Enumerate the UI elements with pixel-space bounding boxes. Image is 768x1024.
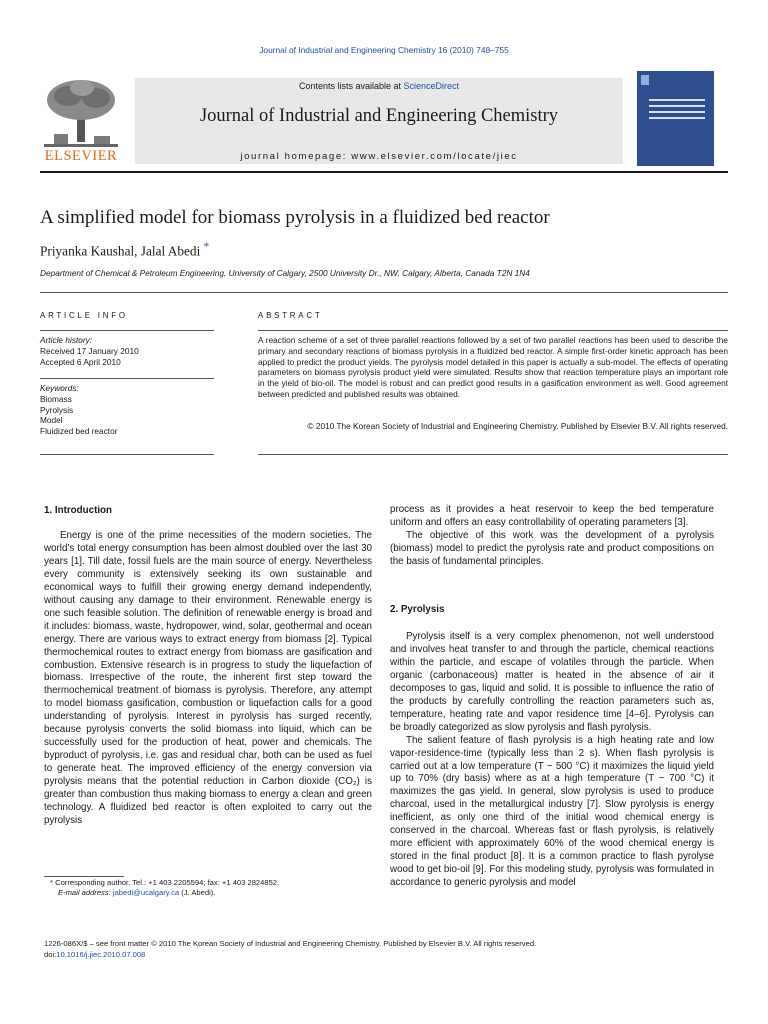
journal-cover-thumbnail xyxy=(637,71,714,166)
journal-homepage xyxy=(135,151,623,162)
journal-reference[interactable]: Journal of Industrial and Engineering Chemistry 16 (2010) 748–755 xyxy=(259,45,509,55)
received-date: Received 17 January 2010 xyxy=(40,345,139,356)
abstract-text: A reaction scheme of a set of three parallel reactions followed by a set of two parallel reactions has been used to describe the primary and secondary reactions of biomass pyrolysis in a fluidized bed reactor. A simple first-order kinetic approach has been applied to predict the product yields. The pyrolysis model detailed in this paper is actually a sub-model. The effects of operating parameters on biomass pyrolysis product yield were simulated. Results show that reaction temperature plays an important role in the yield of bio-oil. The model is robust and can predict good results in a gasification environment as well. Good agreement between predicted and published results was obtained. xyxy=(258,335,728,399)
journal-title: Journal of Industrial and Engineering Chemistry xyxy=(199,106,559,126)
history-label: Article history: xyxy=(40,335,93,345)
elsevier-wordmark: ELSEVIER xyxy=(44,148,118,164)
homepage-url[interactable]: www.elsevier.com/locate/jiec xyxy=(351,151,518,162)
email-label: E-mail address: xyxy=(58,888,113,898)
corresponding-author-mark[interactable]: * xyxy=(203,241,210,253)
page-footer xyxy=(44,938,724,960)
contents-prefix: Contents lists available at xyxy=(298,81,404,91)
paragraph: The objective of this work was the development of a pyrolysis (biomass) model to predict the pyrolysis rate and product compositions on the basis of fundamental principles. xyxy=(390,529,714,567)
accepted-date: Accepted 6 April 2010 xyxy=(40,356,121,367)
article-title: A simplified model for biomass pyrolysis in a fluidized bed reactor xyxy=(40,207,550,228)
keyword: Pyrolysis xyxy=(40,404,74,415)
abstract-bottom-divider xyxy=(258,454,728,455)
section-heading-pyrolysis: 2. Pyrolysis xyxy=(390,604,445,615)
cover-line xyxy=(649,111,705,113)
paragraph: The salient feature of flash pyrolysis is a high heating rate and low vapor-residence-time (typically less than 2 s). When flash pyrolysis is carried out at a low temperature (T ~ 500 °C) it maximizes the liquid yield up to 70% (dry basis) where as at a high temperature (T ~ 700 °C) it maximizes the gas yield. In general, slow pyrolysis is used to produce charcoal, used in the metallurgical industry [7]. Slow pyrolysis is energy inefficient, as only one third of the initial wood chemical energy is conserved in the charcoal. Whereas fast or flash pyrolysis, is relatively more efficient with approximately 60% of the wood chemical energy is stored in the final product [8]. It is a common practice to flash pyrolyse wood to get bio-oil [9]. For this modeling study, pyrolysis was formulated in accordance to generic pyrolysis and model xyxy=(390,734,714,889)
cover-line xyxy=(649,117,705,119)
keywords xyxy=(40,383,214,437)
cover-badge xyxy=(641,75,649,85)
affiliation-divider xyxy=(40,292,728,293)
homepage-prefix: journal homepage: xyxy=(240,151,352,162)
section-heading-introduction: 1. Introduction xyxy=(44,505,113,516)
cover-line xyxy=(649,99,705,101)
keyword: Fluidized bed reactor xyxy=(40,426,118,437)
paragraph: Pyrolysis itself is a very complex phenomenon, not well understood and involves heat transfer to and through the particle, chemical reactions within the particle, and escape of volatiles through the particle. When organic (carbonaceous) matter is heated in the absence of air it decomposes to gas, liquid and solid. It is possible to influence the ratio of the products by carefully controlling the reaction parameters such as, temperature, heating rate and vapor residence time [4–6]. Pyrolysis can be broadly categorized as slow pyrolysis and flash pyrolysis. xyxy=(390,631,714,733)
keywords-label: Keywords: xyxy=(40,383,79,393)
abstract-copyright: © 2010 The Korean Society of Industrial and Engineering Chemistry. Published by Elsevier B.V. All rights reserved. xyxy=(307,421,728,431)
doi-link[interactable]: 10.1016/j.jiec.2010.07.008 xyxy=(56,950,146,960)
doi-line xyxy=(44,949,724,960)
affiliation: Department of Chemical & Petroleum Engineering, University of Calgary, 2500 University Dr., NW, Calgary, Alberta, Canada T2N 1N4 xyxy=(40,268,530,278)
author-list xyxy=(40,241,209,259)
footnote xyxy=(44,878,374,899)
keyword: Biomass xyxy=(40,393,72,404)
email-link[interactable]: jabedi@ucalgary.ca xyxy=(112,888,180,898)
keyword: Model xyxy=(40,415,63,426)
pyrolysis-body xyxy=(390,631,714,890)
paragraph: Energy is one of the prime necessities of the modern societies. The world’s total energy consumption has been almost doubled over the last 30 years [1]. Till date, fossil fuels are the main source of energy. Nevertheless every community is extensively seeking its own sustainable and economical ways to fulfill their growing energy demand independently, without causing any damage to their environment. Renewable energy is one such feasible solution. The definition of renewable energy is broad and it includes: biomass, waste, hydropower, wind, solar, geothermal and ocean energy. There are various ways to extract energy from biomass [2]. Typical thermochemical routes to extract energy from biomass are gasification and combustion. Extensive research is in progress to study the liquefaction of biomass. Irrespective of the route, the inherent first step toward the thermochemical treatment of biomass is pyrolysis. Therefore, any attempt to model biomass gasification, combustion or liquefaction calls for a good understanding of pyrolysis. Interest in pyrolysis has surged recently, because pyrolysis converts the solid biomass into liquid, which can be successfully used for the production of heat, power and chemicals. The byproduct of pyrolysis, i.e. gas and residual char, both can be used as fuel to generate heat. The improved efficiency of the energy conversion via pyrolysis means that the potential reduction in Carbon dioxide (CO₂) is greater than combustion thus making biomass to energy a clean and green technology. A fluidized bed reactor is often exploited to carry out the pyrolysis xyxy=(44,530,372,826)
article-info-heading: ARTICLE INFO xyxy=(40,311,128,320)
footnote-divider xyxy=(44,876,124,877)
doi-label: doi: xyxy=(44,950,57,960)
header-divider xyxy=(40,171,728,173)
footnote-mark: * xyxy=(50,878,53,887)
introduction-body xyxy=(44,530,372,828)
article-history xyxy=(40,335,214,367)
cover-line xyxy=(649,105,705,107)
email-suffix: (J. Abedi). xyxy=(179,888,216,898)
footnote-contact: Corresponding author. Tel.: +1 403 2205594; fax: +1 403 2824852. xyxy=(55,878,280,887)
contents-line xyxy=(135,81,623,91)
introduction-continuation xyxy=(390,504,714,569)
article-info-bottom-divider xyxy=(40,454,214,455)
paragraph: process as it provides a heat reservoir to keep the bed temperature uniform and offers an easy controllability of operating parameters [3]. xyxy=(390,504,714,528)
authors: Priyanka Kaushal, Jalal Abedi xyxy=(40,243,201,259)
article-info-divider xyxy=(40,330,214,331)
sciencedirect-link[interactable]: ScienceDirect xyxy=(403,81,460,91)
abstract-divider xyxy=(258,330,728,331)
abstract-heading: ABSTRACT xyxy=(258,311,323,320)
front-matter-line: 1226-086X/$ – see front matter © 2010 The Korean Society of Industrial and Engineering Chemistry. Published by Elsevier B.V. All rights reserved. xyxy=(44,939,537,948)
keywords-divider xyxy=(40,378,214,379)
